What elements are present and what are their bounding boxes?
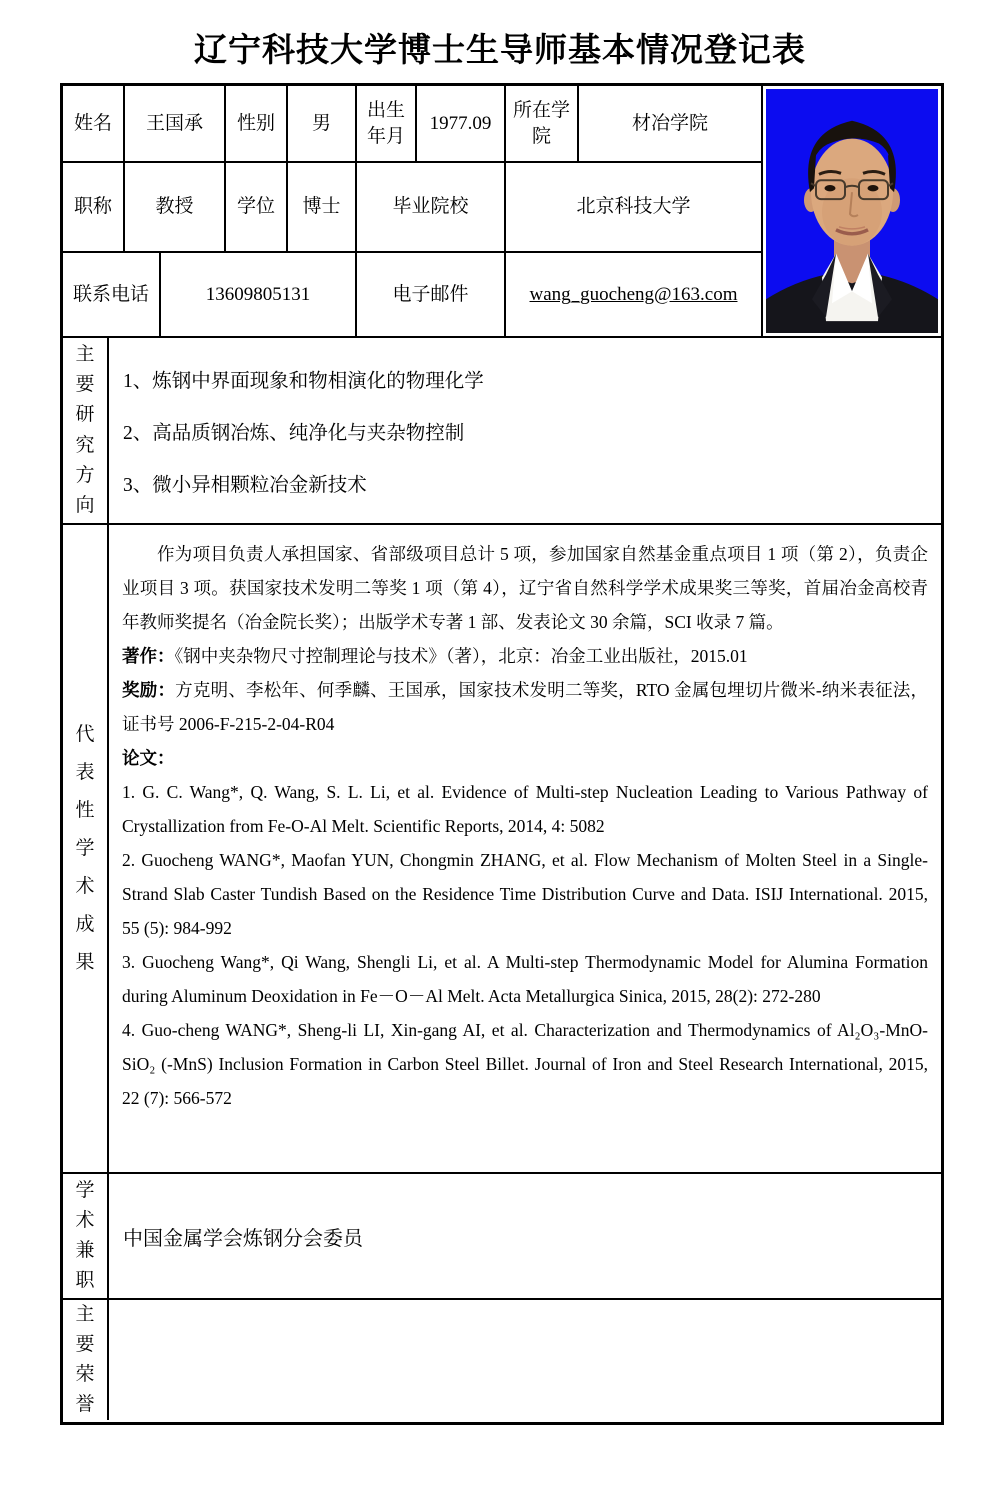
paper-item: 4. Guo-cheng WANG*, Sheng-li LI, Xin-gang AI, et al. Characterization and Thermodynamics of Al₂O₃-MnO-SiO₂ (-MnS) Inclusion Formation in Carbon Steel Billet. Journal of Iron and Steel Research International, 2015, 22 (7): 566-572: [122, 1020, 928, 1108]
birth-value: 1977.09: [417, 86, 506, 161]
academic-positions-content: 中国金属学会炼钢分会委员: [123, 1227, 363, 1250]
main-honors-label: 主要荣誉: [75, 1304, 95, 1416]
phone-label: 联系电话: [63, 253, 161, 336]
works-text: 《钢中夹杂物尺寸控制理论与技术》（著），北京：冶金工业出版社，2015.01: [174, 646, 748, 666]
main-honors-header: [63, 1300, 109, 1420]
achievements-row: [63, 525, 941, 1174]
academic-positions-header: [63, 1174, 109, 1298]
research-directions-content: [109, 338, 941, 523]
research-directions-header: [63, 338, 109, 523]
degree-value: 博士: [288, 163, 357, 251]
basic-info-grid: [63, 86, 763, 336]
name-value: 王国承: [125, 86, 226, 161]
achievements-content: [109, 525, 941, 1172]
college-label: 所在学院: [506, 86, 579, 161]
info-row-1: [63, 86, 761, 163]
research-item: 2、高品质钢冶炼、纯净化与夹杂物控制: [123, 422, 465, 444]
research-directions-label: 主要研究方向: [75, 344, 95, 516]
photo-cell: [763, 86, 941, 336]
portrait-photo: [766, 89, 938, 333]
phone-value: 13609805131: [161, 253, 357, 336]
page-title: 辽宁科技大学博士生导师基本情况登记表: [194, 33, 806, 69]
achievements-label: 代表性学术成果: [75, 723, 95, 973]
research-directions-row: [63, 338, 941, 525]
info-row-2: [63, 163, 761, 253]
achievements-intro: 作为项目负责人承担国家、省部级项目总计 5 项，参加国家自然基金重点项目 1 项（第 2），负责企业项目 3 项。获国家技术发明二等奖 1 项（第 4），辽宁省自然科学学术成果奖三等奖，首届冶金高校青年教师奖提名（冶金院长奖）；出版学术专著 1 部、发表论文 30 余篇，SCI 收录 7 篇。: [122, 544, 928, 632]
college-value: 材冶学院: [631, 112, 708, 134]
gender-label: 性别: [226, 86, 288, 161]
prof-title-value: 教授: [125, 163, 226, 251]
info-row-3: [63, 253, 761, 336]
research-item: 1、炼钢中界面现象和物相演化的物理化学: [123, 370, 484, 392]
prof-title-label: 职称: [63, 163, 125, 251]
birth-label: 出生年月: [357, 86, 417, 161]
awards-label: 奖励：: [122, 680, 176, 700]
email-value-cell: [506, 253, 761, 336]
academic-positions-row: [63, 1174, 941, 1300]
awards-line: [122, 673, 928, 741]
academic-positions-label: 学术兼职: [75, 1179, 95, 1292]
research-item: 3、微小异相颗粒冶金新技术: [123, 474, 367, 496]
paper-item: 3. Guocheng Wang*, Qi Wang, Shengli Li, et al. A Multi-step Thermodynamic Model for Alumina Formation during Aluminum Deoxidation in Fe－O－Al Melt. Acta Metallurgica Sinica, 2015, 28(2): 272-280: [122, 952, 928, 1006]
alma-value: 北京科技大学: [576, 196, 691, 218]
basic-info-section: [63, 86, 941, 338]
papers-label: 论文：: [122, 748, 175, 768]
works-line: [122, 639, 928, 673]
email-label: 电子邮件: [357, 253, 506, 336]
email-link[interactable]: wang_guocheng@163.com: [529, 283, 738, 305]
gender-value: 男: [288, 86, 357, 161]
paper-item: 2. Guocheng WANG*, Maofan YUN, Chongmin ZHANG, et al. Flow Mechanism of Molten Steel in a Single-Strand Slab Caster Tundish Based on the Residence Time Distribution Curve and Data. ISIJ International. 2015, 55 (5): 984-992: [122, 850, 928, 938]
main-honors-content: [109, 1300, 941, 1420]
degree-label: 学位: [226, 163, 288, 251]
works-label: 著作：: [122, 646, 175, 666]
name-label: 姓名: [63, 86, 125, 161]
main-honors-row: [63, 1300, 941, 1420]
alma-label: 毕业院校: [357, 163, 506, 251]
registration-table: [60, 83, 944, 1425]
awards-text: 方克明、李松年、何季麟、王国承，国家技术发明二等奖，RTO 金属包埋切片微米-纳米表征法，证书号 2006-F-215-2-04-R04: [122, 680, 929, 734]
paper-item: 1. G. C. Wang*, Q. Wang, S. L. Li, et al. Evidence of Multi-step Nucleation Leading to Various Pathway of Crystallization from Fe-O-Al Melt. Scientific Reports, 2014, 4: 5082: [122, 782, 928, 836]
achievements-header: [63, 525, 109, 1172]
